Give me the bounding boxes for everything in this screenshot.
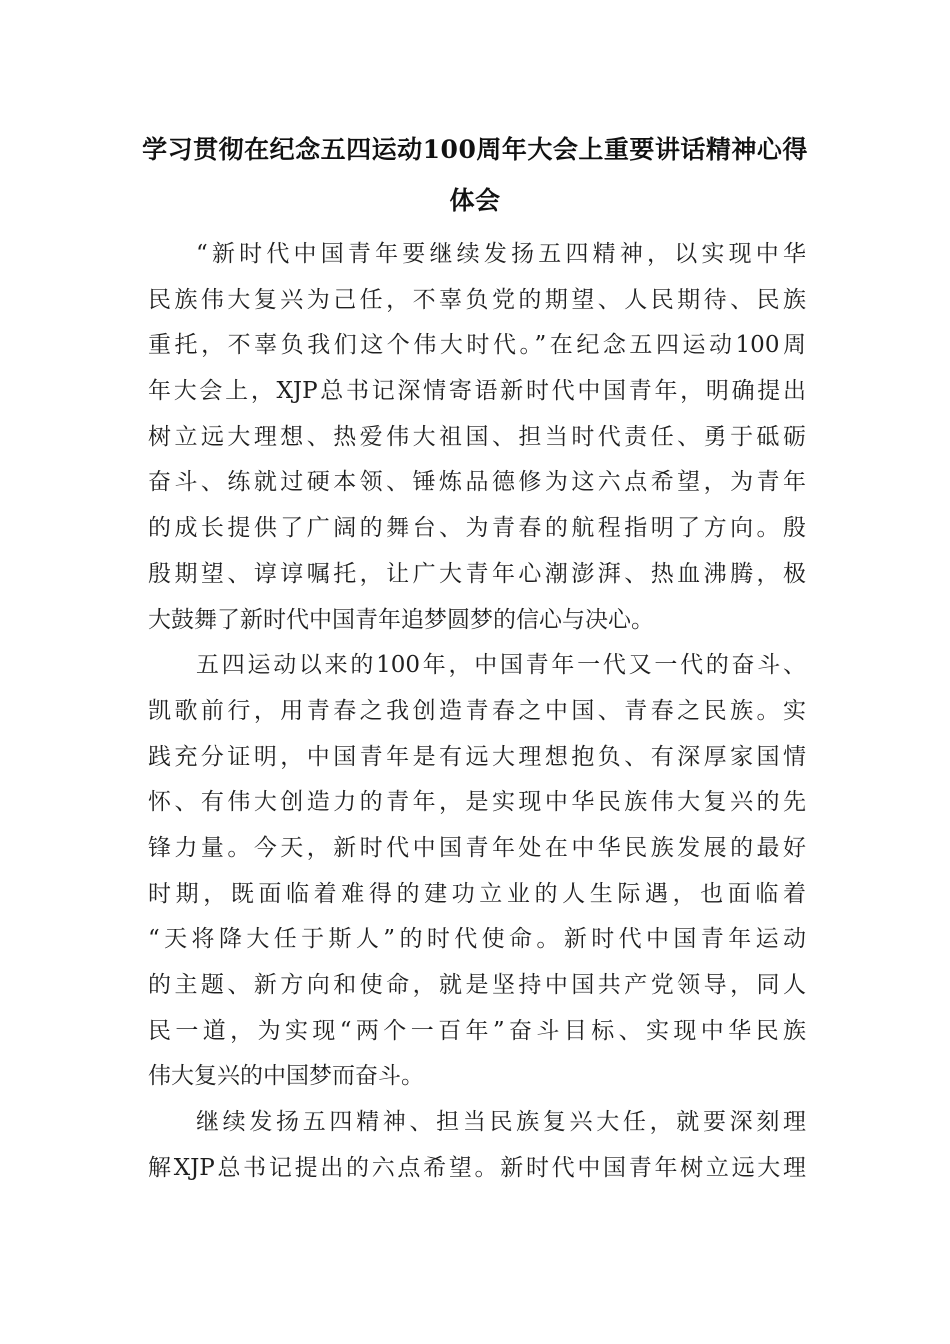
paragraph-line: 重托，不辜负我们这个伟大时代。”在纪念五四运动100周 <box>148 332 806 359</box>
paragraph-line: 怀、有伟大创造力的青年，是实现中华民族伟大复兴的先 <box>148 789 806 816</box>
document-body <box>148 232 806 1191</box>
document-title-line-2: 体会 <box>449 186 501 215</box>
paragraph-line: 年大会上，XJP总书记深情寄语新时代中国青年，明确提出 <box>148 378 806 405</box>
paragraph-line: 奋斗、练就过硬本领、锤炼品德修为这六点希望，为青年 <box>148 469 806 496</box>
paragraph-line: 的主题、新方向和使命，就是坚持中国共产党领导，同人 <box>148 972 806 998</box>
paragraph-2 <box>148 643 806 1100</box>
paragraph-line: 继续发扬五四精神、担当民族复兴大任，就要深刻理 <box>196 1109 806 1136</box>
paragraph-line: 锋力量。今天，新时代中国青年处在中华民族发展的最好 <box>148 834 806 861</box>
paragraph-line: 树立远大理想、热爱伟大祖国、担当时代责任、勇于砥砺 <box>148 423 806 450</box>
paragraph-line: “新时代中国青年要继续发扬五四精神，以实现中华 <box>196 241 806 267</box>
document-title-line-1: 学习贯彻在纪念五四运动100周年大会上重要讲话精神心得 <box>142 135 808 164</box>
paragraph-3 <box>148 1100 806 1191</box>
paragraph-line: 民族伟大复兴为己任，不辜负党的期望、人民期待、民族 <box>148 286 806 313</box>
paragraph-line: 时期，既面临着难得的建功立业的人生际遇，也面临着 <box>148 880 806 907</box>
paragraph-line: 殷期望、谆谆嘱托，让广大青年心潮澎湃、热血沸腾，极 <box>148 560 806 587</box>
paragraph-line: 凯歌前行，用青春之我创造青春之中国、青春之民族。实 <box>148 697 806 724</box>
paragraph-line: 践充分证明，中国青年是有远大理想抱负、有深厚家国情 <box>148 743 806 770</box>
paragraph-line: 五四运动以来的100年，中国青年一代又一代的奋斗、 <box>196 652 806 679</box>
paragraph-line: 伟大复兴的中国梦而奋斗。 <box>148 1063 424 1090</box>
paragraph-1 <box>148 232 806 643</box>
paragraph-line: 的成长提供了广阔的舞台、为青春的航程指明了方向。殷 <box>148 515 806 542</box>
paragraph-line: “天将降大任于斯人”的时代使命。新时代中国青年运动 <box>148 926 806 953</box>
paragraph-line: 大鼓舞了新时代中国青年追梦圆梦的信心与决心。 <box>148 606 654 633</box>
paragraph-line: 解XJP总书记提出的六点希望。新时代中国青年树立远大理 <box>148 1154 806 1181</box>
paragraph-line: 民一道，为实现“两个一百年”奋斗目标、实现中华民族 <box>148 1017 806 1044</box>
